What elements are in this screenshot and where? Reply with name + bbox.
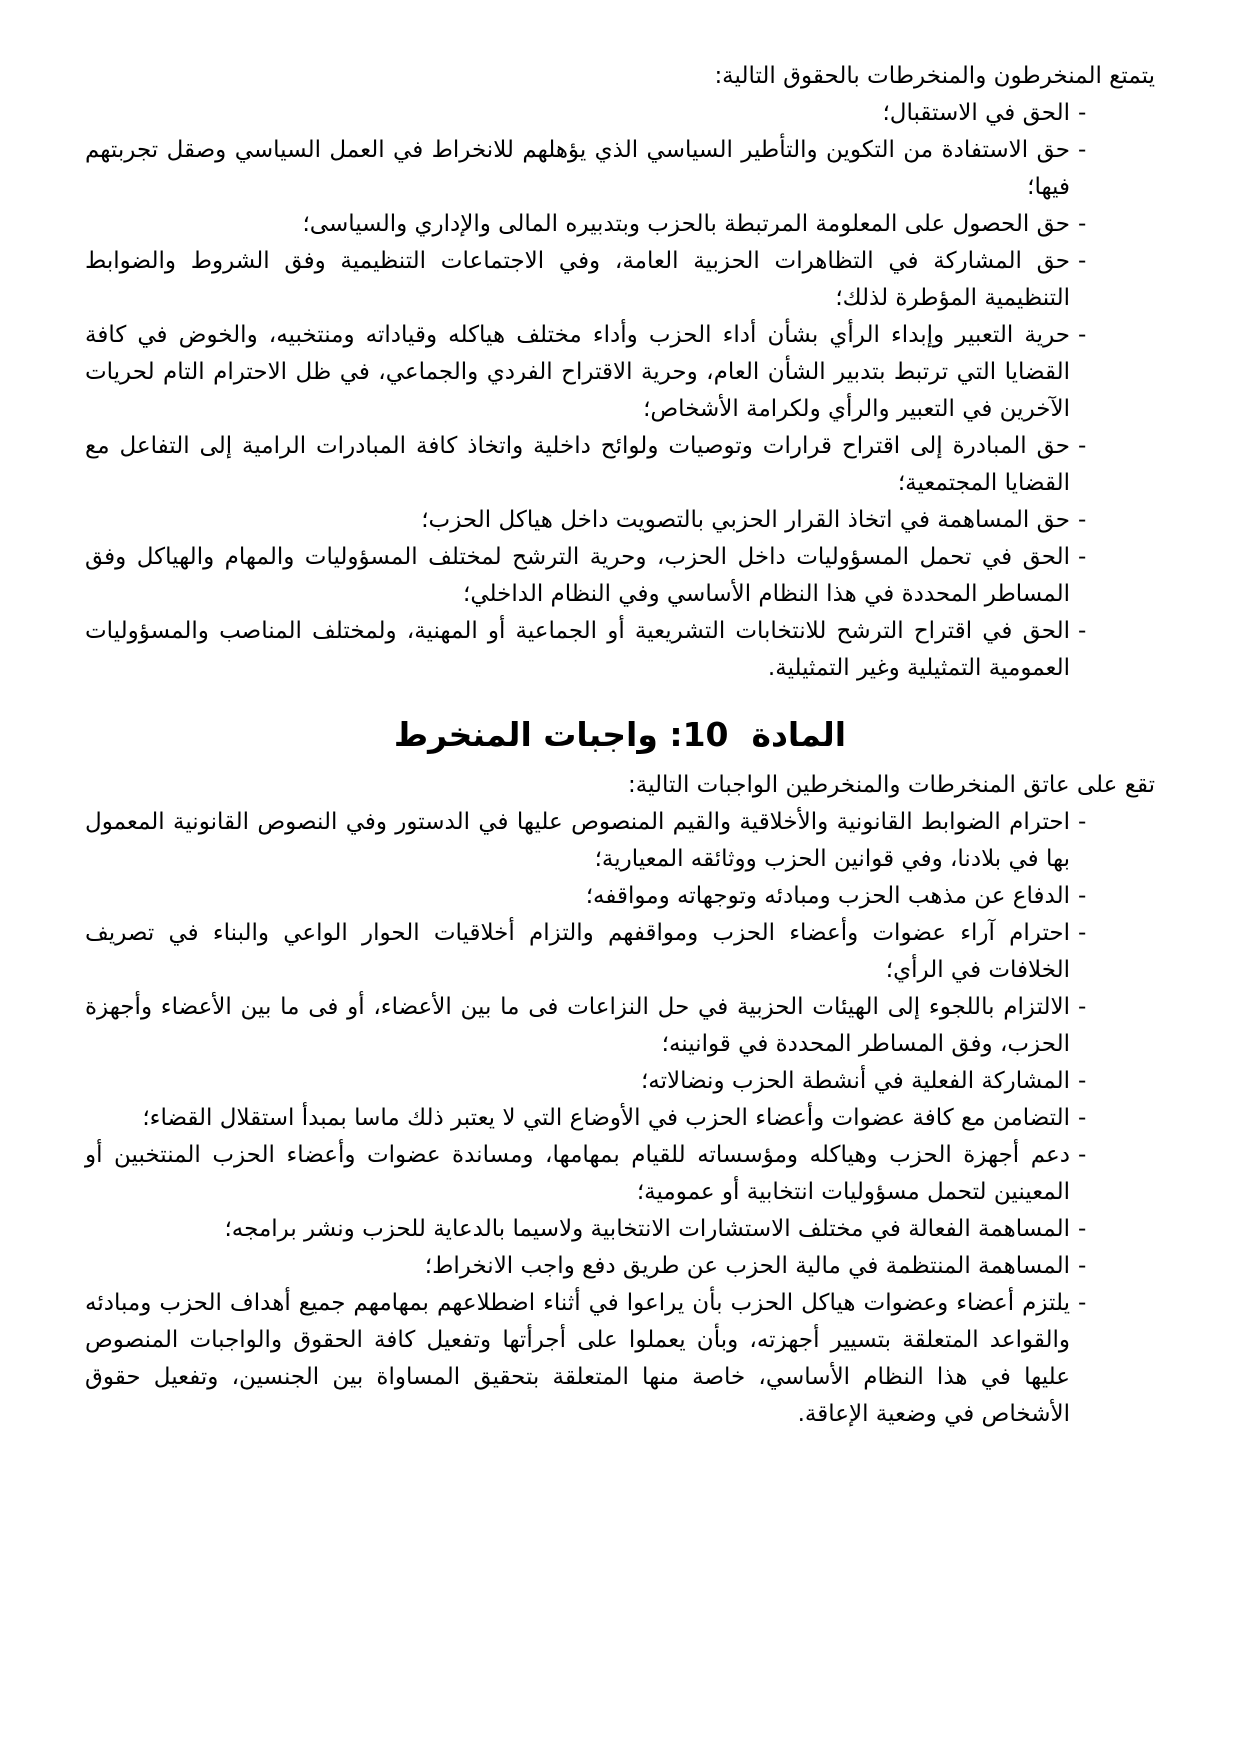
dash-marker: - <box>1078 507 1087 533</box>
dash-marker: - <box>1078 883 1087 909</box>
list-item-text: حرية التعبير وإبداء الرأي بشأن أداء الحزب وأداء مختلف هياكله وقياداته ومنتخبيه، والخوض في كافة القضايا التي ترتبط بتدبير الشأن العام، وحرية الاقتراح الفردي والجماعي، في ظل الاحترام التام لحريات الآخرين في التعبير والرأي ولكرامة الأشخاص؛ <box>85 322 1070 422</box>
list-item-text: حق الحصول على المعلومة المرتبطة بالحزب وبتدبيره المالى والإداري والسياسى؛ <box>302 211 1070 237</box>
dash-marker: - <box>1078 544 1087 570</box>
list-item <box>85 1285 1155 1433</box>
dash-marker: - <box>1078 100 1087 126</box>
list-item-text: الحق في تحمل المسؤوليات داخل الحزب، وحرية الترشح لمختلف المسؤوليات والمهام والهياكل وفق المساطر المحددة في هذا النظام الأساسي وفي النظام الداخلي؛ <box>85 544 1070 607</box>
list-item <box>85 1248 1155 1285</box>
dash-marker: - <box>1078 1290 1087 1316</box>
list-item <box>85 613 1155 687</box>
list-item-text: المساهمة المنتظمة في مالية الحزب عن طريق دفع واجب الانخراط؛ <box>424 1253 1070 1279</box>
rights-list <box>85 95 1155 687</box>
list-item-text: يلتزم أعضاء وعضوات هياكل الحزب بأن يراعوا في أثناء اضطلاعهم بمهامهم جميع أهداف الحزب ومبادئه والقواعد المتعلقة بتسيير أجهزته، وبأن يعملوا على أجرأتها وتفعيل كافة الحقوق والواجبات المنصوص عليها في هذا النظام الأساسي، خاصة منها المتعلقة بتحقيق المساواة بين الجنسين، وتفعيل حقوق الأشخاص في وضعية الإعاقة. <box>85 1290 1070 1427</box>
list-item-text: دعم أجهزة الحزب وهياكله ومؤسساته للقيام بمهامها، ومساندة عضوات وأعضاء الحزب المنتخبين أو المعينين لتحمل مسؤوليات انتخابية أو عمومية؛ <box>85 1142 1070 1205</box>
list-item-text: الالتزام باللجوء إلى الهيئات الحزبية في حل النزاعات فى ما بين الأعضاء، أو فى ما بين الأعضاء وأجهزة الحزب، وفق المساطر المحددة في قوانينه؛ <box>85 994 1070 1057</box>
duties-intro: تقع على عاتق المنخرطات والمنخرطين الواجبات التالية: <box>627 772 1155 798</box>
list-item-text: المشاركة الفعلية في أنشطة الحزب ونضالاته؛ <box>640 1068 1070 1094</box>
list-item-text: حق المشاركة في التظاهرات الحزبية العامة، وفي الاجتماعات التنظيمية وفق الشروط والضوابط التنظيمية المؤطرة لذلك؛ <box>85 248 1070 311</box>
dash-marker: - <box>1078 211 1087 237</box>
list-item <box>85 502 1155 539</box>
list-item-text: التضامن مع كافة عضوات وأعضاء الحزب في الأوضاع التي لا يعتبر ذلك ماسا بمبدأ استقلال القضاء؛ <box>142 1105 1070 1131</box>
list-item <box>85 243 1155 317</box>
list-item-text: احترام الضوابط القانونية والأخلاقية والقيم المنصوص عليها في الدستور وفي النصوص القانونية المعمول بها في بلادنا، وفي قوانين الحزب ووثائقه المعيارية؛ <box>85 809 1070 872</box>
list-item <box>85 428 1155 502</box>
list-item-text: الدفاع عن مذهب الحزب ومبادئه وتوجهاته ومواقفه؛ <box>585 883 1070 909</box>
dash-marker: - <box>1078 920 1087 946</box>
dash-marker: - <box>1078 1142 1087 1168</box>
rights-intro: يتمتع المنخرطون والمنخرطات بالحقوق التالية: <box>714 63 1155 89</box>
list-item-text: الحق في اقتراح الترشح للانتخابات التشريعية أو الجماعية أو المهنية، ولمختلف المناصب والمسؤوليات العمومية التمثيلية وغير التمثيلية. <box>85 618 1070 681</box>
duties-list <box>85 804 1155 1433</box>
list-item <box>85 317 1155 428</box>
dash-marker: - <box>1078 618 1087 644</box>
list-item <box>85 1100 1155 1137</box>
list-item <box>85 804 1155 878</box>
list-item <box>85 132 1155 206</box>
list-item <box>85 95 1155 132</box>
list-item-text: الحق في الاستقبال؛ <box>882 100 1070 126</box>
dash-marker: - <box>1078 137 1087 163</box>
list-item <box>85 989 1155 1063</box>
dash-marker: - <box>1078 1105 1087 1131</box>
list-item <box>85 878 1155 915</box>
list-item <box>85 1137 1155 1211</box>
list-item <box>85 206 1155 243</box>
dash-marker: - <box>1078 1068 1087 1094</box>
dash-marker: - <box>1078 994 1087 1020</box>
list-item <box>85 539 1155 613</box>
list-item-text: حق الاستفادة من التكوين والتأطير السياسي الذي يؤهلهم للانخراط في العمل السياسي وصقل تجربتهم فيها؛ <box>85 137 1070 200</box>
dash-marker: - <box>1078 322 1087 348</box>
dash-marker: - <box>1078 248 1087 274</box>
list-item-text: احترام آراء عضوات وأعضاء الحزب ومواقفهم والتزام أخلاقيات الحوار الواعي والبناء في تصريف الخلافات في الرأي؛ <box>85 920 1070 983</box>
article-heading: المادة 10: واجبات المنخرط <box>393 715 847 754</box>
list-item <box>85 1063 1155 1100</box>
list-item <box>85 1211 1155 1248</box>
list-item-text: المساهمة الفعالة في مختلف الاستشارات الانتخابية ولاسيما بالدعاية للحزب ونشر برامجه؛ <box>224 1216 1070 1242</box>
dash-marker: - <box>1078 1216 1087 1242</box>
dash-marker: - <box>1078 433 1087 459</box>
list-item-text: حق المبادرة إلى اقتراح قرارات وتوصيات ولوائح داخلية واتخاذ كافة المبادرات الرامية إلى التفاعل مع القضايا المجتمعية؛ <box>85 433 1070 496</box>
list-item-text: حق المساهمة في اتخاذ القرار الحزبي بالتصويت داخل هياكل الحزب؛ <box>421 507 1070 533</box>
dash-marker: - <box>1078 1253 1087 1279</box>
list-item <box>85 915 1155 989</box>
dash-marker: - <box>1078 809 1087 835</box>
